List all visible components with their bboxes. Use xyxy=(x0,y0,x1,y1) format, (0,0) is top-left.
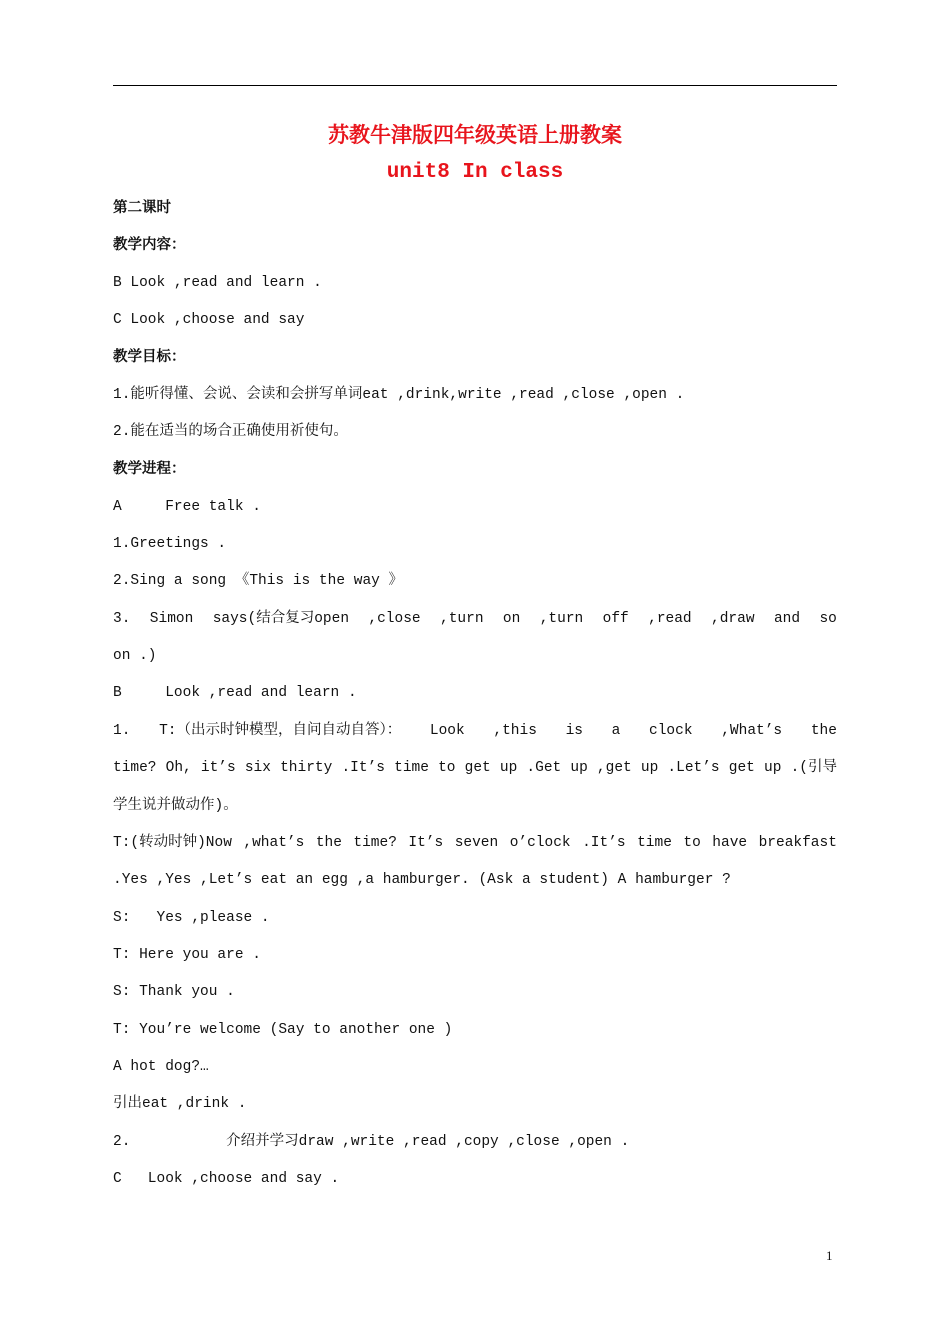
section-heading: 教学内容： xyxy=(113,237,186,254)
section-heading: 教学进程： xyxy=(113,461,186,478)
text-line: 1.Greetings . xyxy=(113,536,227,553)
text-line: S: Thank you . xyxy=(113,984,235,1001)
text-line: S: Yes ,please . xyxy=(113,909,270,926)
text-line: 1.能听得懂、会说、会读和会拼写单词eat ,drink,write ,read ,close ,open . xyxy=(113,386,685,403)
text-line: A Free talk . xyxy=(113,498,261,515)
text-line: 1. T:（出示时钟模型，自问自动自答）： Look ,this is a clock ,What’s the xyxy=(113,722,837,739)
text-line: T: Here you are . xyxy=(113,946,261,963)
text-line: A hot dog?… xyxy=(113,1058,209,1075)
text-line: 2.Sing a song 《This is the way 》 xyxy=(113,573,404,590)
text-line: T: You’re welcome (Say to another one ) xyxy=(113,1021,453,1038)
text-line: 学生说并做动作)。 xyxy=(113,797,238,814)
text-line: 引出eat ,drink . xyxy=(113,1096,247,1113)
header-rule xyxy=(113,85,837,86)
text-line: C Look ,choose and say xyxy=(113,312,305,329)
section-heading: 教学目标： xyxy=(113,349,186,366)
text-line: 2. 介绍并学习draw ,write ,read ,copy ,close ,open . xyxy=(113,1133,630,1150)
text-line: T:(转动时钟)Now ,what’s the time? It’s seven o’clock .It’s time to have breakfast xyxy=(113,834,837,851)
text-line: time? Oh, it’s six thirty .It’s time to get up .Get up ,get up .Let’s get up .(引导 xyxy=(113,760,837,777)
document-subtitle: unit8 In class xyxy=(386,161,564,184)
text-line: 2.能在适当的场合正确使用祈使句。 xyxy=(113,424,348,441)
text-line: 3. Simon says(结合复习open ,close ,turn on ,turn off ,read ,draw and so xyxy=(113,610,837,627)
document-title: 苏教牛津版四年级英语上册教案 xyxy=(328,122,622,147)
text-line: on .) xyxy=(113,648,157,665)
section-heading: 第二课时 xyxy=(113,200,171,216)
document-body xyxy=(113,195,837,1203)
text-line: C Look ,choose and say . xyxy=(113,1170,340,1187)
text-line: B Look ,read and learn . xyxy=(113,274,322,291)
page-number: 1 xyxy=(826,1248,833,1263)
text-line: B Look ,read and learn . xyxy=(113,685,357,702)
text-line: .Yes ,Yes ,Let’s eat an egg ,a hamburger. (Ask a student) A hamburger ? xyxy=(113,872,731,889)
